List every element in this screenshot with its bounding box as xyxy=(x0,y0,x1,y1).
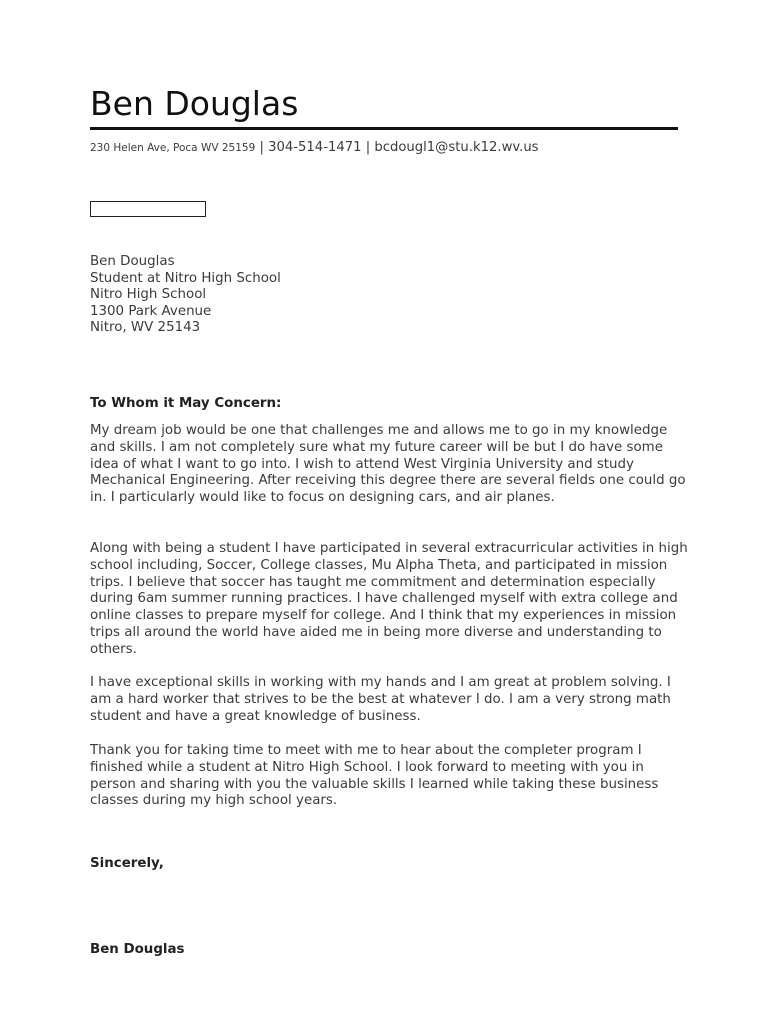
sender-contact-line xyxy=(90,138,539,156)
recipient-line: Ben Douglas xyxy=(90,254,175,269)
recipient-line: 1300 Park Avenue xyxy=(90,303,212,319)
recipient-block xyxy=(90,254,281,337)
recipient-line: Nitro High School xyxy=(90,287,207,302)
closing: Sincerely, xyxy=(90,856,164,871)
signature-name: Ben Douglas xyxy=(90,942,185,957)
sender-phone-email: | 304-514-1471 | bcdougl1@stu.k12.wv.us xyxy=(255,140,539,155)
body-paragraph: Along with being a student I have participated in several extracurricular activities in high school including, Soccer, College classes, Mu Alpha Theta, and participated in mission trips. I believe that soccer has taught me commitment and determination especially during 6am summer running practices. I have challenged myself with extra college and online classes to prepare myself for college. And I think that my experiences in mission trips all around the world have aided me in being more diverse and understanding to others. xyxy=(90,541,688,657)
body-paragraph: I have exceptional skills in working with my hands and I am great at problem solving. I am a hard worker that strives to be the best at whatever I do. I am a very strong math student and have a great knowledge of business. xyxy=(90,675,671,724)
recipient-line: Nitro, WV 25143 xyxy=(90,320,201,335)
recipient-line: Student at Nitro High School xyxy=(90,270,281,286)
salutation: To Whom it May Concern: xyxy=(90,396,282,411)
sender-address: 230 Helen Ave, Poca WV 25159 xyxy=(90,142,256,154)
date-field[interactable] xyxy=(90,201,206,217)
sender-name: Ben Douglas xyxy=(90,84,299,123)
body-paragraph: My dream job would be one that challenges me and allows me to go in my knowledge and skills. I am not completely sure what my future career will be but I do have some idea of what I want to go into. I wish to attend West Virginia University and study Mechanical Engineering. After receiving this degree there are several fields one could go in. I particularly would like to focus on designing cars, and air planes. xyxy=(90,423,686,506)
header-divider xyxy=(90,127,678,130)
body-paragraph: Thank you for taking time to meet with me to hear about the completer program I finished while a student at Nitro High School. I look forward to meeting with you in person and sharing with you the valuable skills I learned while taking these business classes during my high school years. xyxy=(90,743,659,809)
